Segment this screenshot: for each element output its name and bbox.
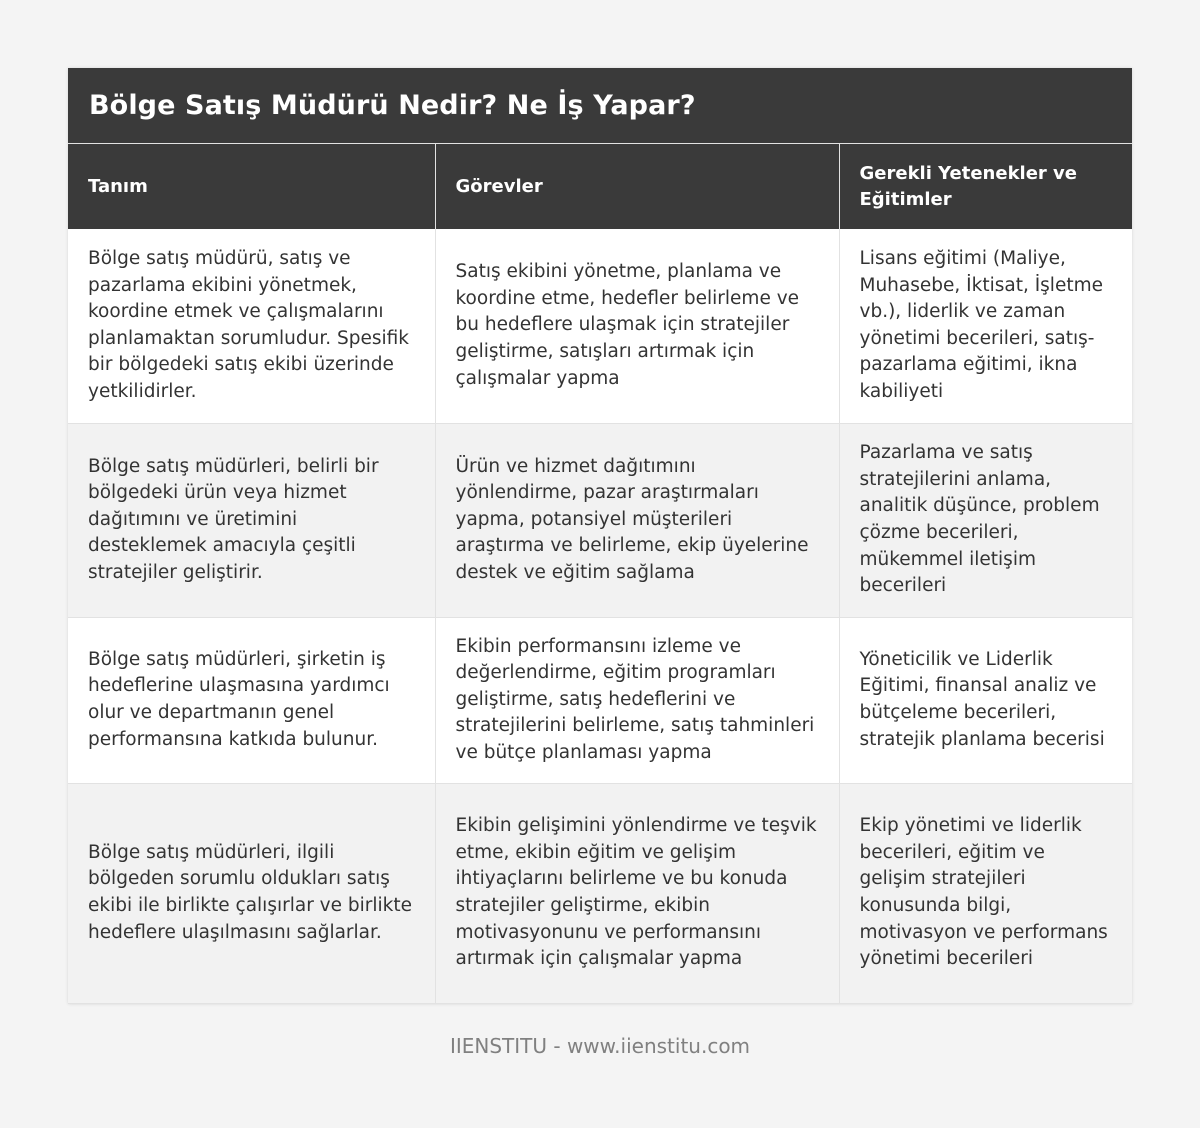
cell-tanim: Bölge satış müdürü, satış ve pazarlama ekibini yönetmek, koordine etmek ve çalışmalarını planlamaktan sorumludur. Spesifik bir bölgedeki satış ekibi üzerinde yetkilidirler. xyxy=(68,229,435,423)
cell-tanim: Bölge satış müdürleri, belirli bir bölgedeki ürün veya hizmet dağıtımını ve üretimini desteklemek amacıyla çeşitli stratejiler geliştirir. xyxy=(68,423,435,617)
column-header-tanim: Tanım xyxy=(68,144,435,229)
footer-credit: IIENSTITU - www.iienstitu.com xyxy=(449,1034,751,1058)
cell-yetenekler: Yöneticilik ve Liderlik Eğitimi, finansal analiz ve bütçeleme becerileri, stratejik planlama becerisi xyxy=(839,617,1132,783)
cell-gorevler: Ekibin gelişimini yönlendirme ve teşvik etme, ekibin eğitim ve gelişim ihtiyaçlarını belirleme ve bu konuda stratejiler geliştirme, ekibin motivasyonunu ve performansını artırmak için çalışmalar yapma xyxy=(435,783,839,1003)
table-header xyxy=(68,144,1132,229)
cell-yetenekler: Pazarlama ve satış stratejilerini anlama, analitik düşünce, problem çözme becerileri, mükemmel iletişim becerileri xyxy=(839,423,1132,617)
table-row xyxy=(68,783,1132,1003)
column-header-gorevler: Görevler xyxy=(435,144,839,229)
table-row xyxy=(68,229,1132,423)
cell-tanim: Bölge satış müdürleri, ilgili bölgeden sorumlu oldukları satış ekibi ile birlikte çalışırlar ve birlikte hedeflere ulaşılmasını sağlarlar. xyxy=(68,783,435,1003)
cell-gorevler: Ekibin performansını izleme ve değerlendirme, eğitim programları geliştirme, satış hedeflerini ve stratejilerini belirleme, satış tahminleri ve bütçe planlaması yapma xyxy=(435,617,839,783)
cell-yetenekler: Ekip yönetimi ve liderlik becerileri, eğitim ve gelişim stratejileri konusunda bilgi, motivasyon ve performans yönetimi becerileri xyxy=(839,783,1132,1003)
cell-tanim: Bölge satış müdürleri, şirketin iş hedeflerine ulaşmasına yardımcı olur ve departmanın genel performansına katkıda bulunur. xyxy=(68,617,435,783)
table-row xyxy=(68,423,1132,617)
table-row xyxy=(68,617,1132,783)
column-header-yetenekler: Gerekli Yetenekler ve Eğitimler xyxy=(839,144,1132,229)
cell-gorevler: Satış ekibini yönetme, planlama ve koordine etme, hedefler belirleme ve bu hedeflere ulaşmak için stratejiler geliştirme, satışları artırmak için çalışmalar yapma xyxy=(435,229,839,423)
page-title: Bölge Satış Müdürü Nedir? Ne İş Yapar? xyxy=(89,90,696,121)
cell-gorevler: Ürün ve hizmet dağıtımını yönlendirme, pazar araştırmaları yapma, potansiyel müşterileri araştırma ve belirleme, ekip üyelerine destek ve eğitim sağlama xyxy=(435,423,839,617)
info-table xyxy=(68,144,1132,1004)
cell-yetenekler: Lisans eğitimi (Maliye, Muhasebe, İktisat, İşletme vb.), liderlik ve zaman yönetimi becerileri, satış-pazarlama eğitimi, ikna kabiliyeti xyxy=(839,229,1132,423)
title-bar xyxy=(68,68,1132,144)
content-card xyxy=(68,68,1132,1004)
